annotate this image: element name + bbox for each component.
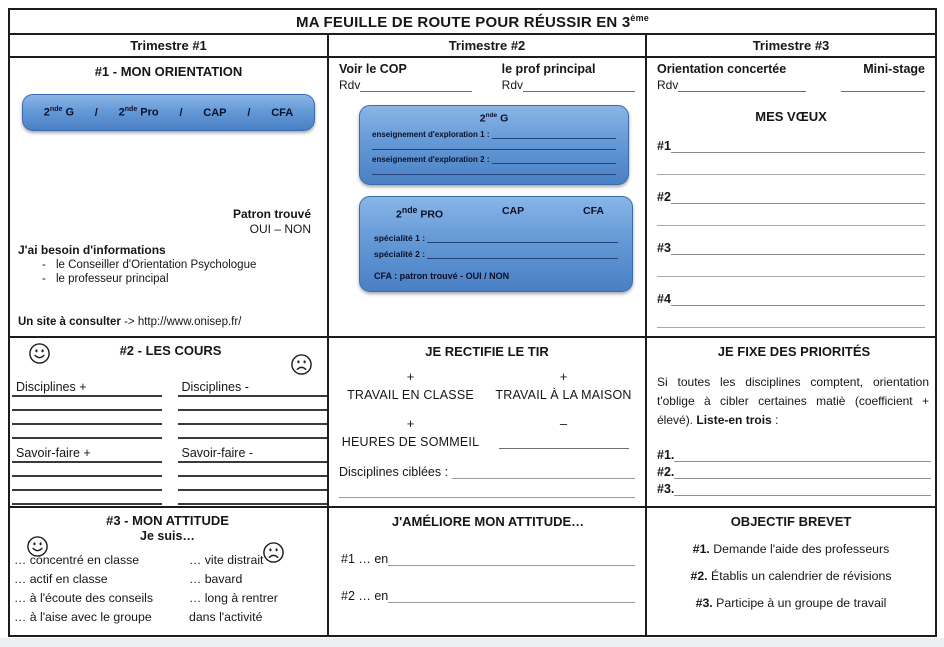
title-superscript: ème [630,12,649,23]
cap-title: CAP [501,204,525,217]
fill-line[interactable] [671,141,925,153]
fill-line[interactable] [452,467,635,479]
happy-face-icon [26,535,49,558]
fill-line[interactable] [178,425,328,439]
fill-line[interactable] [12,463,162,477]
travail-classe-block [339,369,482,402]
brevet-item: #1. Demande l'aide des professeurs [692,542,890,556]
amelioration-entry: #1 … en [341,552,635,566]
travail-maison-label: TRAVAIL À LA MAISON [495,388,632,402]
rdv-label: Rdv [339,78,361,92]
cop-label: Voir le COP [339,62,407,76]
priorite-entry: #3. [657,479,931,496]
plus-sign: + [559,369,568,384]
disciplines-minus-label: Disciplines - [178,380,328,397]
voeu-entry: #2 [657,190,925,226]
option-seconde-pro[interactable]: 2nde Pro [118,106,159,119]
seconde-g-box [359,105,629,185]
fill-line[interactable] [372,141,616,150]
savoir-faire-minus-label: Savoir-faire - [178,446,328,463]
orientation-options-box[interactable] [22,94,315,131]
rdv-header [657,62,925,95]
priorites-heading: JE FIXE DES PRIORITÉS [717,344,871,359]
besoin-informations-heading: J'ai besoin d'informations [18,243,166,257]
fill-line[interactable] [678,80,806,92]
option-separator: / [179,106,183,119]
site-url-link[interactable]: http://www.onisep.fr/ [137,316,242,328]
cop-block [339,62,472,92]
fill-line[interactable] [671,294,925,306]
rdv-header [339,62,635,92]
fill-line[interactable] [671,192,925,204]
fill-line[interactable] [12,411,162,425]
fill-line[interactable] [657,165,925,175]
cell-mon-orientation [10,58,329,338]
site-label: Un site à consulter [18,316,121,328]
cfa-patron-line: CFA : patron trouvé - OUI / NON [374,271,510,281]
fill-line[interactable] [12,397,162,411]
cours-heading: #2 - LES COURS [119,343,222,358]
pro-box-titles [374,205,618,221]
exploration-1-label: enseignement d'exploration 1 : [372,129,490,139]
fill-line[interactable] [178,491,328,505]
patron-trouve-block [18,207,319,237]
je-suis-label: Je suis… [140,529,195,543]
heures-sommeil-block [339,416,482,449]
attitude-heading: #3 - MON ATTITUDE [106,513,229,528]
disciplines-minus-group [178,380,328,505]
patron-trouve-label: Patron trouvé [232,207,311,221]
rdv-label: Rdv [657,78,679,92]
fill-line[interactable] [499,437,629,449]
fill-line[interactable] [492,130,616,139]
pro-title: 2nde PRO [396,204,444,220]
header-trimestre-1: Trimestre #1 [10,35,329,58]
seconde-g-title: 2nde G [479,112,509,125]
fill-line[interactable] [12,477,162,491]
fill-line[interactable] [657,267,925,277]
list-item: … vite distrait [188,553,264,567]
brevet-item: #2. Établis un calendrier de révisions [690,569,892,583]
fill-line[interactable] [178,463,328,477]
fill-line[interactable] [178,397,328,411]
list-item: - le Conseiller d'Orientation Psychologue [42,259,257,271]
cell-les-cours [10,338,329,508]
sad-face-icon [262,541,285,564]
fill-line[interactable] [372,166,616,175]
list-item: … à l'écoute des conseils [14,591,154,605]
fill-line[interactable] [841,80,925,92]
option-cap[interactable]: CAP [203,106,227,119]
happy-face-icon [28,342,51,365]
orientation-heading: #1 - MON ORIENTATION [94,64,243,79]
amelioration-entry: #2 … en [341,589,635,603]
fill-line[interactable] [360,80,472,92]
cell-rectifie-tir [329,338,647,508]
roadmap-worksheet [8,8,937,637]
mes-voeux-heading: MES VŒUX [755,109,827,124]
fill-line[interactable] [657,318,925,328]
option-seconde-g[interactable]: 2nde G [43,106,74,119]
fill-line[interactable] [492,155,616,164]
attitude-left-list [14,551,189,627]
header-trimestre-2: Trimestre #2 [329,35,647,58]
list-item: … long à rentrer [188,591,278,605]
option-cfa[interactable]: CFA [271,106,294,119]
cell-ameliore-attitude [329,508,647,635]
priorite-entry: #2. [657,462,931,479]
title-text: MA FEUILLE DE ROUTE POUR RÉUSSIR EN 3 [296,13,631,31]
cell-objectif-brevet [647,508,935,635]
fill-line[interactable] [674,450,931,462]
rdv-label: Rdv [501,78,523,92]
disciplines-plus-group [12,380,162,505]
option-separator: / [247,106,251,119]
orientation-concertee-block [657,62,823,95]
disciplines-plus-label: Disciplines + [12,380,162,397]
list-item: - le professeur principal [42,273,169,285]
travail-classe-label: TRAVAIL EN CLASSE [347,388,474,402]
fill-line[interactable] [178,411,328,425]
voeu-entry: #1 [657,139,925,175]
site-arrow: -> [124,316,135,328]
list-item: … bavard [188,572,243,586]
fill-line[interactable] [339,496,635,498]
specialite-1-label: spécialité 1 : [374,233,426,243]
fill-line[interactable] [657,216,925,226]
mini-stage-label: Mini-stage [863,62,925,76]
fill-line[interactable] [674,484,931,496]
list-item: … à l'aise avec le groupe [14,610,152,624]
voeu-entry: #4 [657,292,925,328]
heures-sommeil-label: HEURES DE SOMMEIL [341,435,480,449]
cell-fixe-priorites [647,338,935,508]
cell-voir-cop [329,58,647,338]
list-item: … concentré en classe [14,553,140,567]
fill-line[interactable] [427,234,618,243]
option-separator: / [94,106,98,119]
voeu-entry: #3 [657,241,925,277]
prof-principal-block [502,62,635,92]
page-title [10,10,935,35]
list-item: … actif en classe [14,572,108,586]
fill-line[interactable] [674,467,931,479]
priorites-text: Si toutes les disciplines comptent, orientation t'oblige à cibler certaines matiè (coefficient + élevé). Liste-en trois : [657,375,929,428]
sad-face-icon [290,353,313,376]
savoir-faire-plus-label: Savoir-faire + [12,446,162,463]
disciplines-ciblees-row [339,465,635,479]
fill-line[interactable] [12,491,162,505]
fill-line[interactable] [388,591,635,603]
cfa-title: CFA [582,204,604,217]
fill-line[interactable] [671,243,925,255]
list-item: dans l'activité [188,610,263,624]
minus-sign: – [559,416,568,431]
disciplines-ciblees-label: Disciplines ciblées : [339,465,449,479]
mini-stage-block [837,62,925,95]
brevet-heading: OBJECTIF BREVET [730,514,852,529]
travail-maison-block [492,369,635,402]
rectifie-heading: JE RECTIFIE LE TIR [425,344,549,359]
patron-oui-non[interactable]: OUI – NON [249,222,311,236]
seconde-pro-cap-cfa-box [359,196,633,293]
fill-line[interactable] [388,554,635,566]
exploration-2-label: enseignement d'exploration 2 : [372,154,490,164]
fill-line[interactable] [12,425,162,439]
cell-orientation-concertee [647,58,935,338]
fill-line[interactable] [178,477,328,491]
priorite-entry: #1. [657,445,931,462]
plus-sign: + [406,416,415,431]
plus-sign: + [406,369,415,384]
fill-line[interactable] [427,250,618,259]
fill-line[interactable] [523,80,635,92]
brevet-item: #3. Participe à un groupe de travail [695,596,887,610]
site-a-consulter [18,316,319,328]
page-bottom-strip [0,638,944,647]
ameliore-heading: J'AMÉLIORE MON ATTITUDE… [391,514,585,529]
minus-block [492,416,635,449]
attitude-right-list [189,551,321,627]
specialite-2-label: spécialité 2 : [374,249,426,259]
header-trimestre-3: Trimestre #3 [647,35,935,58]
prof-principal-label: le prof principal [501,62,596,76]
orientation-concertee-label: Orientation concertée [657,62,787,76]
cell-mon-attitude [10,508,329,635]
